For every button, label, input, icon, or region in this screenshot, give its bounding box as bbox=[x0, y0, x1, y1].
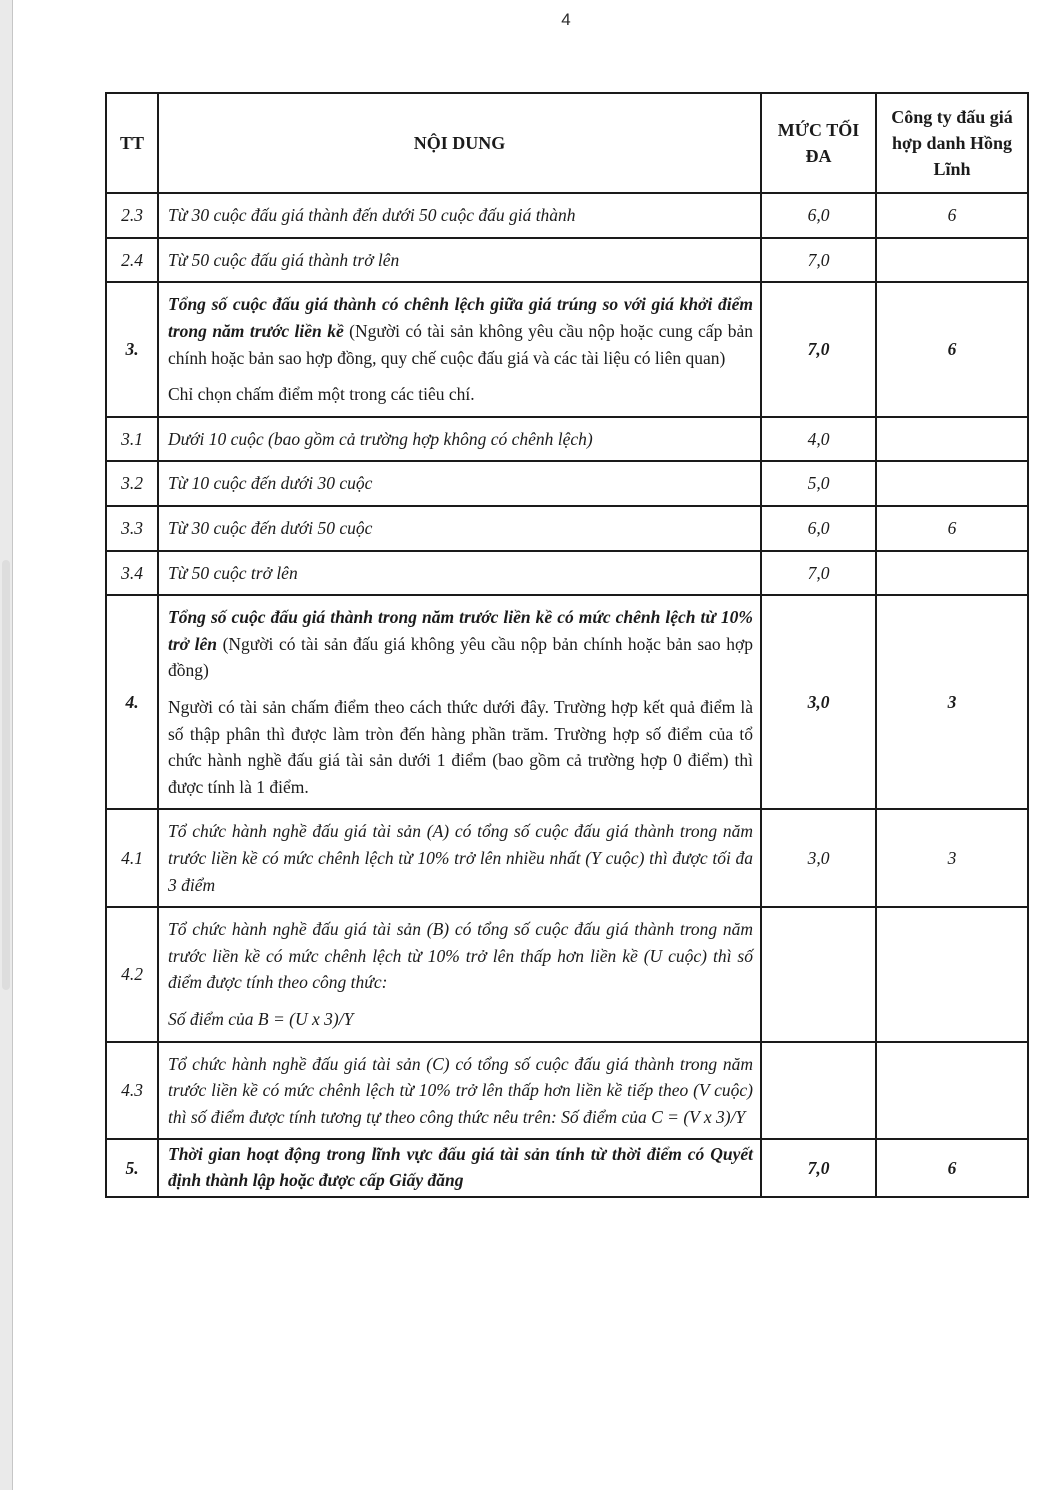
row-company-score-cell: 3 bbox=[876, 809, 1028, 907]
text-segment: Người có tài sản chấm điểm theo cách thức dưới đây. Trường hợp kết quả điểm là số thập phân thì được làm tròn đến hàng phần trăm. Trường hợp số điểm của tổ chức hành nghề đấu giá tài sản dưới 1 điểm (bao gồm cả trường hợp 0 điểm) thì được tính là 1 điểm. bbox=[168, 697, 753, 797]
table-row bbox=[106, 193, 1028, 238]
text-segment: Từ 50 cuộc trở lên bbox=[168, 562, 298, 583]
row-content-cell bbox=[158, 1139, 761, 1197]
table-row bbox=[106, 595, 1028, 809]
row-max-score-cell bbox=[761, 1042, 876, 1140]
table-row bbox=[106, 809, 1028, 907]
row-max-score-cell: 4,0 bbox=[761, 417, 876, 462]
text-segment: Dưới 10 cuộc (bao gồm cả trường hợp không có chênh lệch) bbox=[168, 428, 593, 449]
table-row bbox=[106, 506, 1028, 551]
row-content-cell bbox=[158, 461, 761, 506]
row-max-score-cell: 6,0 bbox=[761, 506, 876, 551]
content-paragraph bbox=[168, 1051, 753, 1131]
row-content-cell bbox=[158, 282, 761, 416]
row-id-cell: 3.2 bbox=[106, 461, 158, 506]
content-paragraph bbox=[168, 381, 753, 408]
row-id-cell: 2.3 bbox=[106, 193, 158, 238]
row-id-cell: 4.2 bbox=[106, 907, 158, 1041]
header-row bbox=[106, 93, 1028, 193]
row-id-cell: 4. bbox=[106, 595, 158, 809]
row-company-score-cell bbox=[876, 461, 1028, 506]
row-id-cell: 4.3 bbox=[106, 1042, 158, 1140]
text-segment: Tổ chức hành nghề đấu giá tài sản (B) có tổng số cuộc đấu giá thành trong năm trước liền kề có mức chênh lệch từ 10% trở lên thấp hơn liền kề (U cuộc) thì số điểm được tính theo công thức: bbox=[168, 919, 753, 993]
row-max-score-cell: 6,0 bbox=[761, 193, 876, 238]
content-paragraph bbox=[168, 818, 753, 898]
table-row bbox=[106, 1042, 1028, 1140]
row-content-cell bbox=[158, 551, 761, 596]
row-max-score-cell bbox=[761, 907, 876, 1041]
row-max-score-cell: 7,0 bbox=[761, 1139, 876, 1197]
text-segment: (Người có tài sản đấu giá không yêu cầu nộp bản chính hoặc bản sao hợp đồng) bbox=[168, 633, 753, 681]
row-content-cell bbox=[158, 193, 761, 238]
row-id-cell: 3.1 bbox=[106, 417, 158, 462]
scanned-page-edge bbox=[0, 0, 13, 1490]
page-number: 4 bbox=[561, 10, 571, 29]
row-max-score-cell: 5,0 bbox=[761, 461, 876, 506]
content-paragraph bbox=[168, 560, 753, 587]
table-body bbox=[106, 193, 1028, 1197]
row-id-cell: 3.3 bbox=[106, 506, 158, 551]
header-muc-toi-da: MỨC TỐI ĐA bbox=[761, 93, 876, 193]
table-header bbox=[106, 93, 1028, 193]
row-id-cell: 5. bbox=[106, 1139, 158, 1197]
text-segment: Tổng số cuộc đấu giá thành trong năm trước liền kề có mức chênh lệch từ 10% trở lên bbox=[168, 607, 753, 654]
content-paragraph bbox=[168, 694, 753, 800]
header-noi-dung: NỘI DUNG bbox=[158, 93, 761, 193]
row-company-score-cell: 6 bbox=[876, 193, 1028, 238]
text-segment: Chỉ chọn chấm điểm một trong các tiêu chí. bbox=[168, 384, 475, 405]
row-id-cell: 3. bbox=[106, 282, 158, 416]
text-segment: Thời gian hoạt động trong lĩnh vực đấu giá tài sản tính từ thời điểm có Quyết định thành lập hoặc được cấp Giấy đăng bbox=[168, 1144, 753, 1191]
content-paragraph bbox=[168, 604, 753, 684]
row-company-score-cell: 6 bbox=[876, 506, 1028, 551]
row-company-score-cell bbox=[876, 417, 1028, 462]
text-segment: Số điểm của B = (U x 3)/Y bbox=[168, 1008, 354, 1029]
table-row bbox=[106, 461, 1028, 506]
header-company: Công ty đấu giá hợp danh Hồng Lĩnh bbox=[876, 93, 1028, 193]
content-paragraph bbox=[168, 247, 753, 274]
row-company-score-cell bbox=[876, 551, 1028, 596]
row-id-cell: 3.4 bbox=[106, 551, 158, 596]
content-paragraph bbox=[168, 916, 753, 996]
content-paragraph bbox=[168, 1006, 753, 1033]
scrollbar-thumb[interactable] bbox=[2, 560, 10, 990]
row-max-score-cell: 3,0 bbox=[761, 595, 876, 809]
row-company-score-cell bbox=[876, 1042, 1028, 1140]
table-row bbox=[106, 1139, 1028, 1197]
content-paragraph bbox=[168, 202, 753, 229]
row-max-score-cell: 3,0 bbox=[761, 809, 876, 907]
row-max-score-cell: 7,0 bbox=[761, 551, 876, 596]
row-content-cell bbox=[158, 907, 761, 1041]
content-paragraph bbox=[168, 426, 753, 453]
row-id-cell: 4.1 bbox=[106, 809, 158, 907]
text-segment: Từ 50 cuộc đấu giá thành trở lên bbox=[168, 249, 400, 270]
text-segment: Từ 30 cuộc đấu giá thành đến dưới 50 cuộc đấu giá thành bbox=[168, 205, 576, 226]
content-paragraph bbox=[168, 291, 753, 371]
row-max-score-cell: 7,0 bbox=[761, 282, 876, 416]
text-segment: (Người có tài sản không yêu cầu nộp hoặc cung cấp bản chính hoặc bản sao hợp đồng, quy chế cuộc đấu giá và các tài liệu có liên quan) bbox=[168, 321, 754, 368]
row-company-score-cell: 6 bbox=[876, 282, 1028, 416]
row-content-cell bbox=[158, 506, 761, 551]
row-content-cell bbox=[158, 238, 761, 283]
table-row bbox=[106, 907, 1028, 1041]
text-segment: Tổ chức hành nghề đấu giá tài sản (C) có tổng số cuộc đấu giá thành trong năm trước liền kề có mức chênh lệch từ 10% trở lên thấp hơn liền kề tiếp theo (V cuộc) thì số điểm được tính tương tự theo công thức nêu trên: Số điểm của C = (V x 3)/Y bbox=[168, 1053, 753, 1127]
table-row bbox=[106, 282, 1028, 416]
header-tt: TT bbox=[106, 93, 158, 193]
scoring-table bbox=[105, 92, 1029, 1198]
table-row bbox=[106, 551, 1028, 596]
text-segment: Tổng số cuộc đấu giá thành có chênh lệch giữa giá trúng so với giá khởi điểm trong năm trước liền kề bbox=[168, 294, 753, 342]
row-id-cell: 2.4 bbox=[106, 238, 158, 283]
row-content-cell bbox=[158, 417, 761, 462]
row-content-cell bbox=[158, 595, 761, 809]
row-company-score-cell: 6 bbox=[876, 1139, 1028, 1197]
text-segment: Tổ chức hành nghề đấu giá tài sản (A) có tổng số cuộc đấu giá thành trong năm trước liền kề có mức chênh lệch từ 10% trở lên nhiều nhất (Y cuộc) thì được tối đa 3 điểm bbox=[168, 821, 753, 895]
content-paragraph bbox=[168, 515, 753, 542]
content-paragraph bbox=[168, 1142, 753, 1194]
text-segment: Từ 30 cuộc đến dưới 50 cuộc bbox=[168, 518, 373, 539]
row-content-cell bbox=[158, 1042, 761, 1140]
row-max-score-cell: 7,0 bbox=[761, 238, 876, 283]
content-paragraph bbox=[168, 470, 753, 497]
table-row bbox=[106, 238, 1028, 283]
row-content-cell bbox=[158, 809, 761, 907]
text-segment: Từ 10 cuộc đến dưới 30 cuộc bbox=[168, 473, 373, 494]
row-company-score-cell bbox=[876, 238, 1028, 283]
table-row bbox=[106, 417, 1028, 462]
row-company-score-cell: 3 bbox=[876, 595, 1028, 809]
row-company-score-cell bbox=[876, 907, 1028, 1041]
